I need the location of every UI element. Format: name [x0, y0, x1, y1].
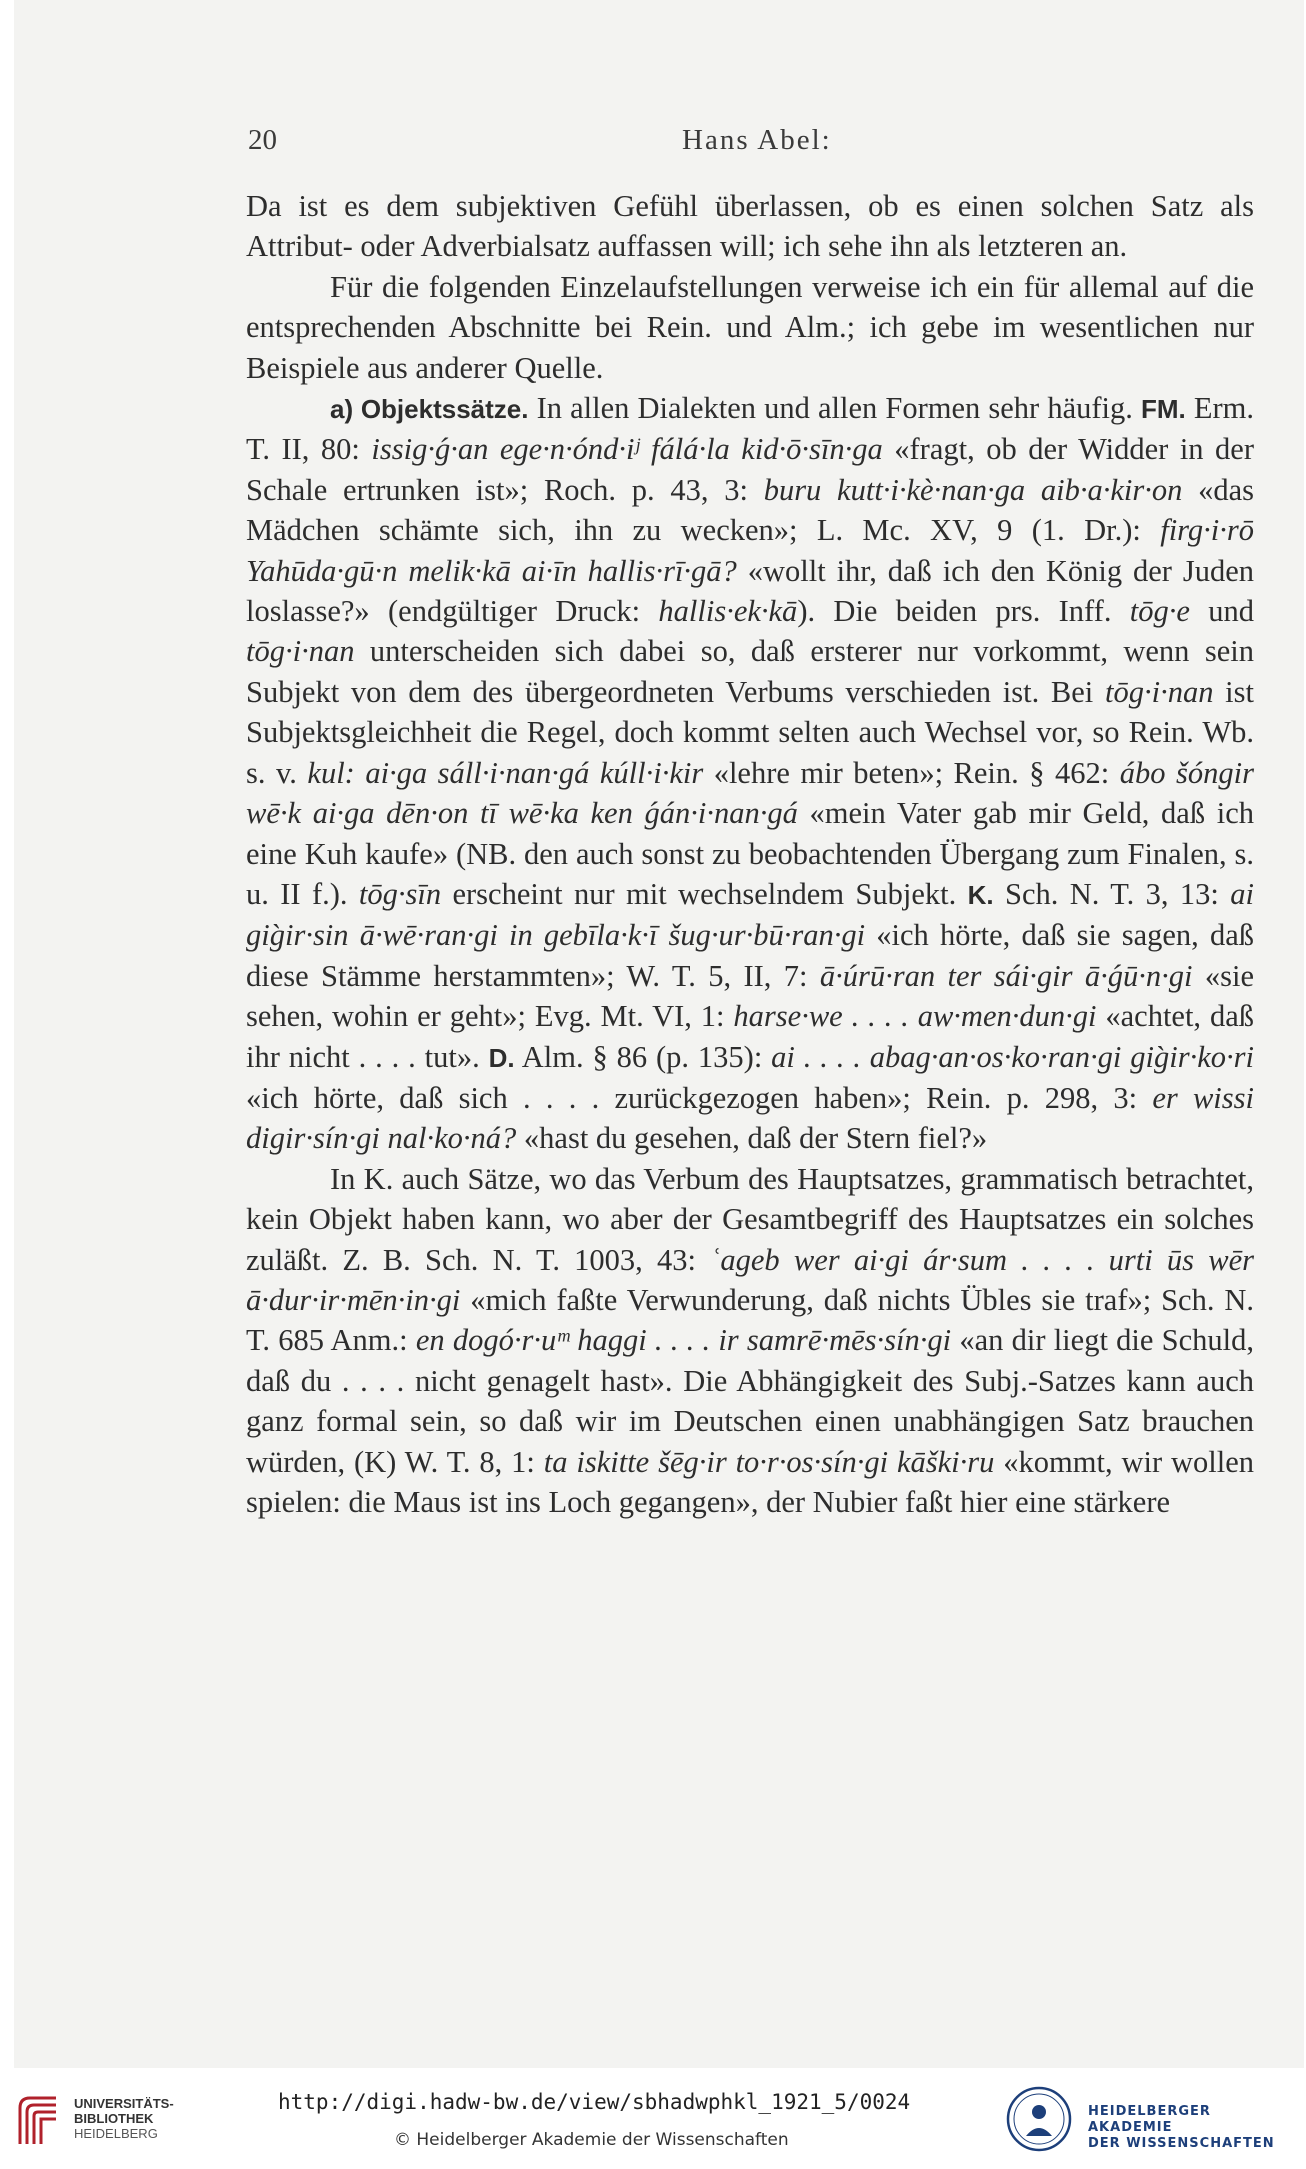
nubian-example: harse·we . . . . aw·men·dun·gi	[733, 999, 1097, 1034]
permalink-url[interactable]: http://digi.hadw-bw.de/view/sbhadwphkl_1921_5/0024	[278, 2090, 911, 2114]
nubian-example: tōg·sīn	[358, 876, 442, 911]
paragraph-2: Für die folgenden Einzelaufstellungen verweise ich ein für allemal auf die entsprechenden Abschnitte bei Rein. und Alm.; ich gebe im wesentlichen nur Beispiele aus anderer Quelle.	[246, 269, 1254, 385]
nubian-example: er wissi digir·sín·gi nal·ko·ná?	[246, 1080, 1254, 1156]
nubian-example: tōg·e	[1129, 594, 1190, 629]
academy-name: HEIDELBERGER AKADEMIE DER WISSENSCHAFTEN	[1088, 2104, 1275, 2151]
dialect-label: D.	[488, 1042, 515, 1073]
nubian-example: ā·úrū·ran ter sái·gir ā·ǵū·n·gi	[819, 958, 1193, 993]
nubian-example: ábo šóngir wē·k ai·ga dēn·on tī wē·ka ken ǵán·i·nan·gá	[246, 755, 1254, 831]
nubian-example: ai gig̀ir·sin ā·wē·ran·gi in gebīla·k·ī šug·ur·bū·ran·gi	[246, 876, 1254, 953]
nubian-example: hallis·ek·kā	[658, 594, 798, 629]
library-name: UNIVERSITÄTS- BIBLIOTHEK HEIDELBERG	[74, 2096, 174, 2141]
nubian-example: issig·ǵ·an ege·n·ónd·iʲ fálá·la kid·ō·sīn·ga	[371, 432, 883, 467]
nubian-example: en dogó·r·uᵐ haggi . . . . ir samrē·mēs·sín·gi	[415, 1323, 952, 1358]
paragraph-1: Da ist es dem subjektiven Gefühl überlassen, ob es einen solchen Satz als Attribut- oder Adverbialsatz auffassen will; ich sehe ihn als letzteren an.	[246, 189, 1254, 264]
nubian-example: kul: ai·ga sáll·i·nan·gá kúll·i·kir	[307, 755, 704, 790]
nubian-example: ta iskitte šēg·ir to·r·os·sín·gi kāški·ru	[543, 1444, 995, 1479]
library-logo[interactable]	[16, 2090, 174, 2150]
paragraph-4: In K. auch Sätze, wo das Verbum des Hauptsatzes, grammatisch betrachtet, kein Objekt haben kann, wo aber der Gesamtbegriff des Hauptsatzes ein solches zuläßt. Z. B. Sch. N. T. 1003, 43: ʿageb wer ai·gi ár·sum . . . . urti ūs wēr ā·dur·ir·mēn·in·gi «mich faßte Verwunderung, daß nichts Übles sie traf»; Sch. N. T. 685 Anm.: en dogó·r·uᵐ haggi . . . . ir samrē·mēs·sín·gi «an dir liegt die Schuld, daß du . . . . nicht genagelt hast». Die Abhängigkeit des Subj.-Satzes kann auch ganz formal sein, so daß wir im Deutschen einen unabhängigen Satz brauchen würden, (K) W. T. 8, 1: ta iskitte šēg·ir to·r·os·sín·gi kāški·ru «kommt, wir wollen spielen: die Maus ist ins Loch gegangen», der Nubier faßt hier eine stärkere	[246, 1161, 1255, 1519]
nubian-example: tōg·i·nan	[246, 634, 355, 669]
nubian-example: buru kutt·i·kè·nan·ga aib·a·kir·on	[763, 472, 1183, 507]
academy-seal-icon	[1006, 2086, 1072, 2152]
nubian-example: tōg·i·nan	[1105, 674, 1214, 709]
page-header	[242, 124, 1254, 164]
nubian-example: ʿageb wer ai·gi ár·sum . . . . urti ūs wēr ā·dur·ir·mēn·in·gi	[246, 1242, 1255, 1317]
viewer-footer	[0, 2068, 1306, 2169]
ub-heidelberg-logo-icon	[16, 2094, 60, 2146]
nubian-example: ai . . . . abag·an·os·ko·ran·gi gig̀ir·ko·ri	[771, 1039, 1254, 1074]
copyright-notice: © Heidelberger Akademie der Wissenschaften	[394, 2130, 789, 2150]
academy-logo[interactable]	[1006, 2086, 1296, 2154]
body-text	[246, 186, 1254, 1522]
dialect-label: FM.	[1140, 394, 1186, 425]
nubian-example: firg·i·rō Yahūda·gū·n melik·kā ai·īn hallis·rī·gā?	[246, 513, 1254, 588]
scanned-page	[14, 0, 1304, 2068]
page-number: 20	[248, 124, 277, 156]
running-title: Hans Abel:	[682, 124, 832, 156]
paragraph-objektssaetze: a) Objektssätze. In allen Dialekten und allen Formen sehr häufig. FM. Erm. T. II, 80: issig·ǵ·an ege·n·ónd·iʲ fálá·la kid·ō·sīn·ga «fragt, ob der Widder in der Schale ertrunken ist»; Roch. p. 43, 3: buru kutt·i·kè·nan·ga aib·a·kir·on «das Mädchen schämte sich, ihn zu wecken»; L. Mc. XV, 9 (1. Dr.): firg·i·rō Yahūda·gū·n melik·kā ai·īn hallis·rī·gā? «wollt ihr, daß ich den König der Juden loslasse?» (endgültiger Druck: hallis·ek·kā). Die beiden prs. Inff. tōg·e und tōg·i·nan unterscheiden sich dabei so, daß ersterer nur vorkommt, wenn sein Subjekt von dem des übergeordneten Verbums verschieden ist. Bei tōg·i·nan ist Subjektsgleichheit die Regel, doch kommt selten auch Wechsel vor, so Rein. Wb. s. v. kul: ai·ga sáll·i·nan·gá kúll·i·kir «lehre mir beten»; Rein. § 462: ábo šóngir wē·k ai·ga dēn·on tī wē·ka ken ǵán·i·nan·gá «mein Vater gab mir Geld, daß ich eine Kuh kaufe» (NB. den auch sonst zu beobachtenden Übergang zum Finalen, s. u. II f.). tōg·sīn erscheint nur mit wechselndem Subjekt. K. Sch. N. T. 3, 13: ai gig̀ir·sin ā·wē·ran·gi in gebīla·k·ī šug·ur·bū·ran·gi «ich hörte, daß sie sagen, daß diese Stämme herstammten»; W. T. 5, II, 7: ā·úrū·ran ter sái·gir ā·ǵū·n·gi «sie sehen, wohin er geht»; Evg. Mt. VI, 1: harse·we . . . . aw·men·dun·gi «achtet, daß ihr nicht . . . . tut». D. Alm. § 86 (p. 135): ai . . . . abag·an·os·ko·ran·gi gig̀ir·ko·ri «ich hörte, daß sich . . . . zurückgezogen haben»; Rein. p. 298, 3: er wissi digir·sín·gi nal·ko·ná? «hast du gesehen, daß der Stern fiel?»	[246, 391, 1254, 1156]
section-heading: a) Objektssätze.	[330, 394, 529, 425]
dialect-label: K.	[967, 879, 994, 910]
